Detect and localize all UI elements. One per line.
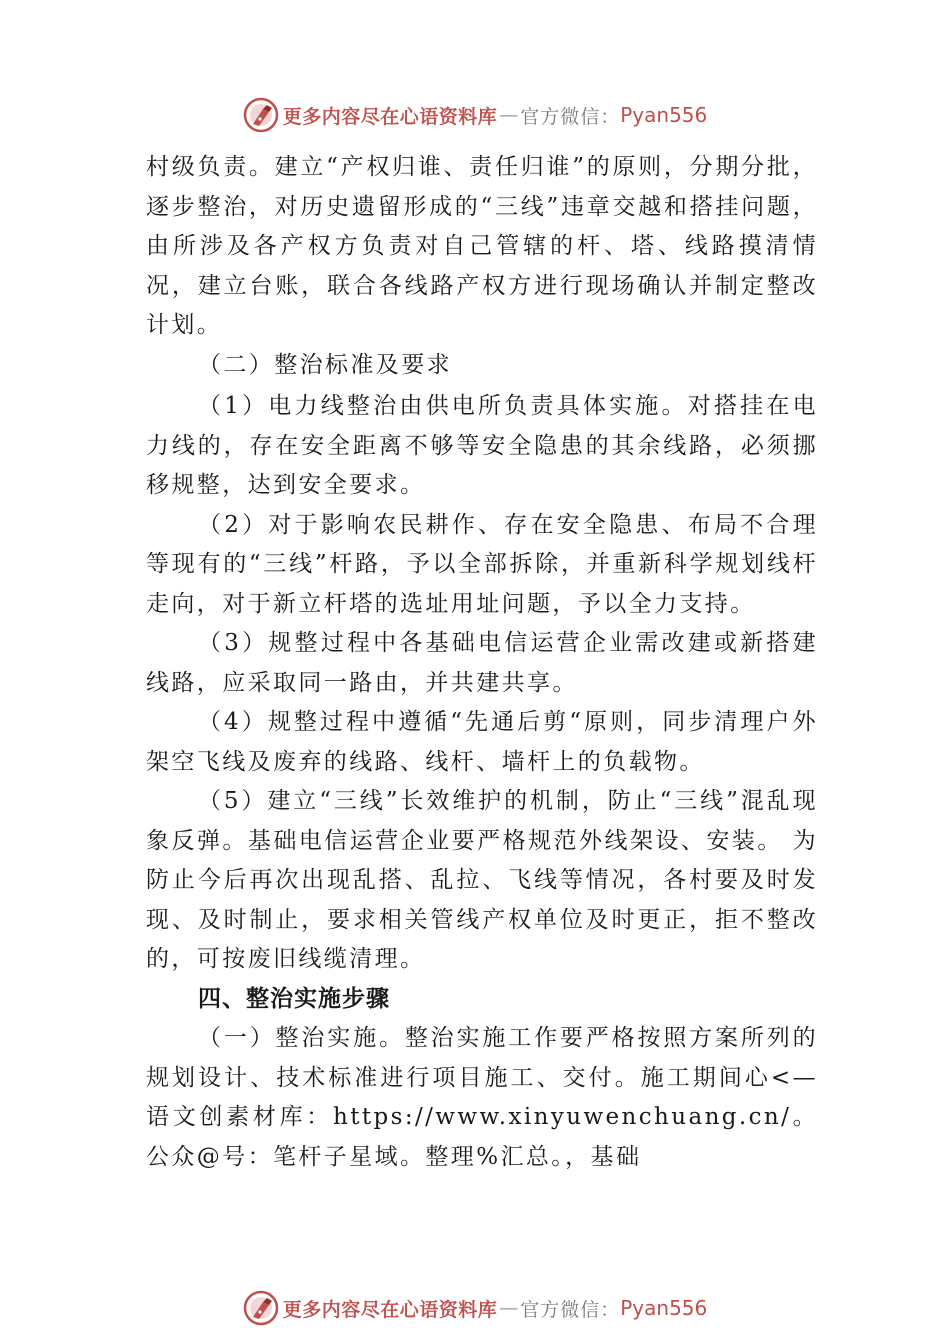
header-banner — [0, 95, 950, 135]
section-heading-standards: （二）整治标准及要求 — [198, 351, 452, 378]
footer-banner — [0, 1288, 950, 1328]
footer-wechat-label: 官方微信： — [520, 1298, 621, 1321]
pen-nib-logo-icon — [243, 97, 279, 133]
header-wechat-id: Pyan556 — [620, 103, 708, 127]
list-item-1: （1）电力线整治由供电所负责具体实施。对搭挂在电力线的，存在安全距离不够等安全隐患的其余线路，必须挪移规整，达到安全要求。 — [146, 393, 818, 498]
section-heading-steps: 四、整治实施步骤 — [198, 985, 390, 1012]
footer-site-text: 更多内容尽在心语资料库 — [282, 1298, 498, 1321]
pen-nib-logo-icon — [243, 1290, 279, 1326]
document-body — [146, 148, 818, 1177]
footer-separator: — — [499, 1297, 519, 1319]
footer-wechat-id: Pyan556 — [620, 1296, 708, 1320]
paragraph-continuation: 村级负责。建立“产权归谁、责任归谁”的原则，分期分批，逐步整治，对历史遗留形成的“三线”违章交越和搭挂问题，由所涉及各产权方负责对自己管辖的杆、塔、线路摸清情况，建立台账，联合各线路产权方进行现场确认并制定整改计划。 — [146, 154, 818, 338]
header-wechat-label: 官方微信： — [520, 105, 621, 128]
header-site-text: 更多内容尽在心语资料库 — [282, 105, 498, 128]
list-item-3: （3）规整过程中各基础电信运营企业需改建或新搭建线路，应采取同一路由，并共建共享。 — [146, 630, 818, 696]
list-item-4: （4）规整过程中遵循“先通后剪“原则，同步清理户外架空飞线及废弃的线路、线杆、墙杆上的负载物。 — [146, 709, 818, 775]
paragraph-implementation: （一）整治实施。整治实施工作要严格按照方案所列的规划设计、技术标准进行项目施工、交付。施工期间心<—语文创素材库：https://www.xinyuwenchuang.cn/。公众@号：笔杆子星域。整理%汇总。，基础 — [146, 1025, 818, 1170]
header-separator: — — [499, 104, 519, 126]
list-item-5: （5）建立“三线”长效维护的机制，防止“三线”混乱现象反弹。基础电信运营企业要严格规范外线架设、安装。 为防止今后再次出现乱搭、乱拉、飞线等情况，各村要及时发现、及时制止，要求相关管线产权单位及时更正，拒不整改的，可按废旧线缆清理。 — [146, 788, 818, 972]
list-item-2: （2）对于影响农民耕作、存在安全隐患、布局不合理等现有的“三线”杆路，予以全部拆除，并重新科学规划线杆走向，对于新立杆塔的选址用址问题，予以全力支持。 — [146, 511, 818, 617]
